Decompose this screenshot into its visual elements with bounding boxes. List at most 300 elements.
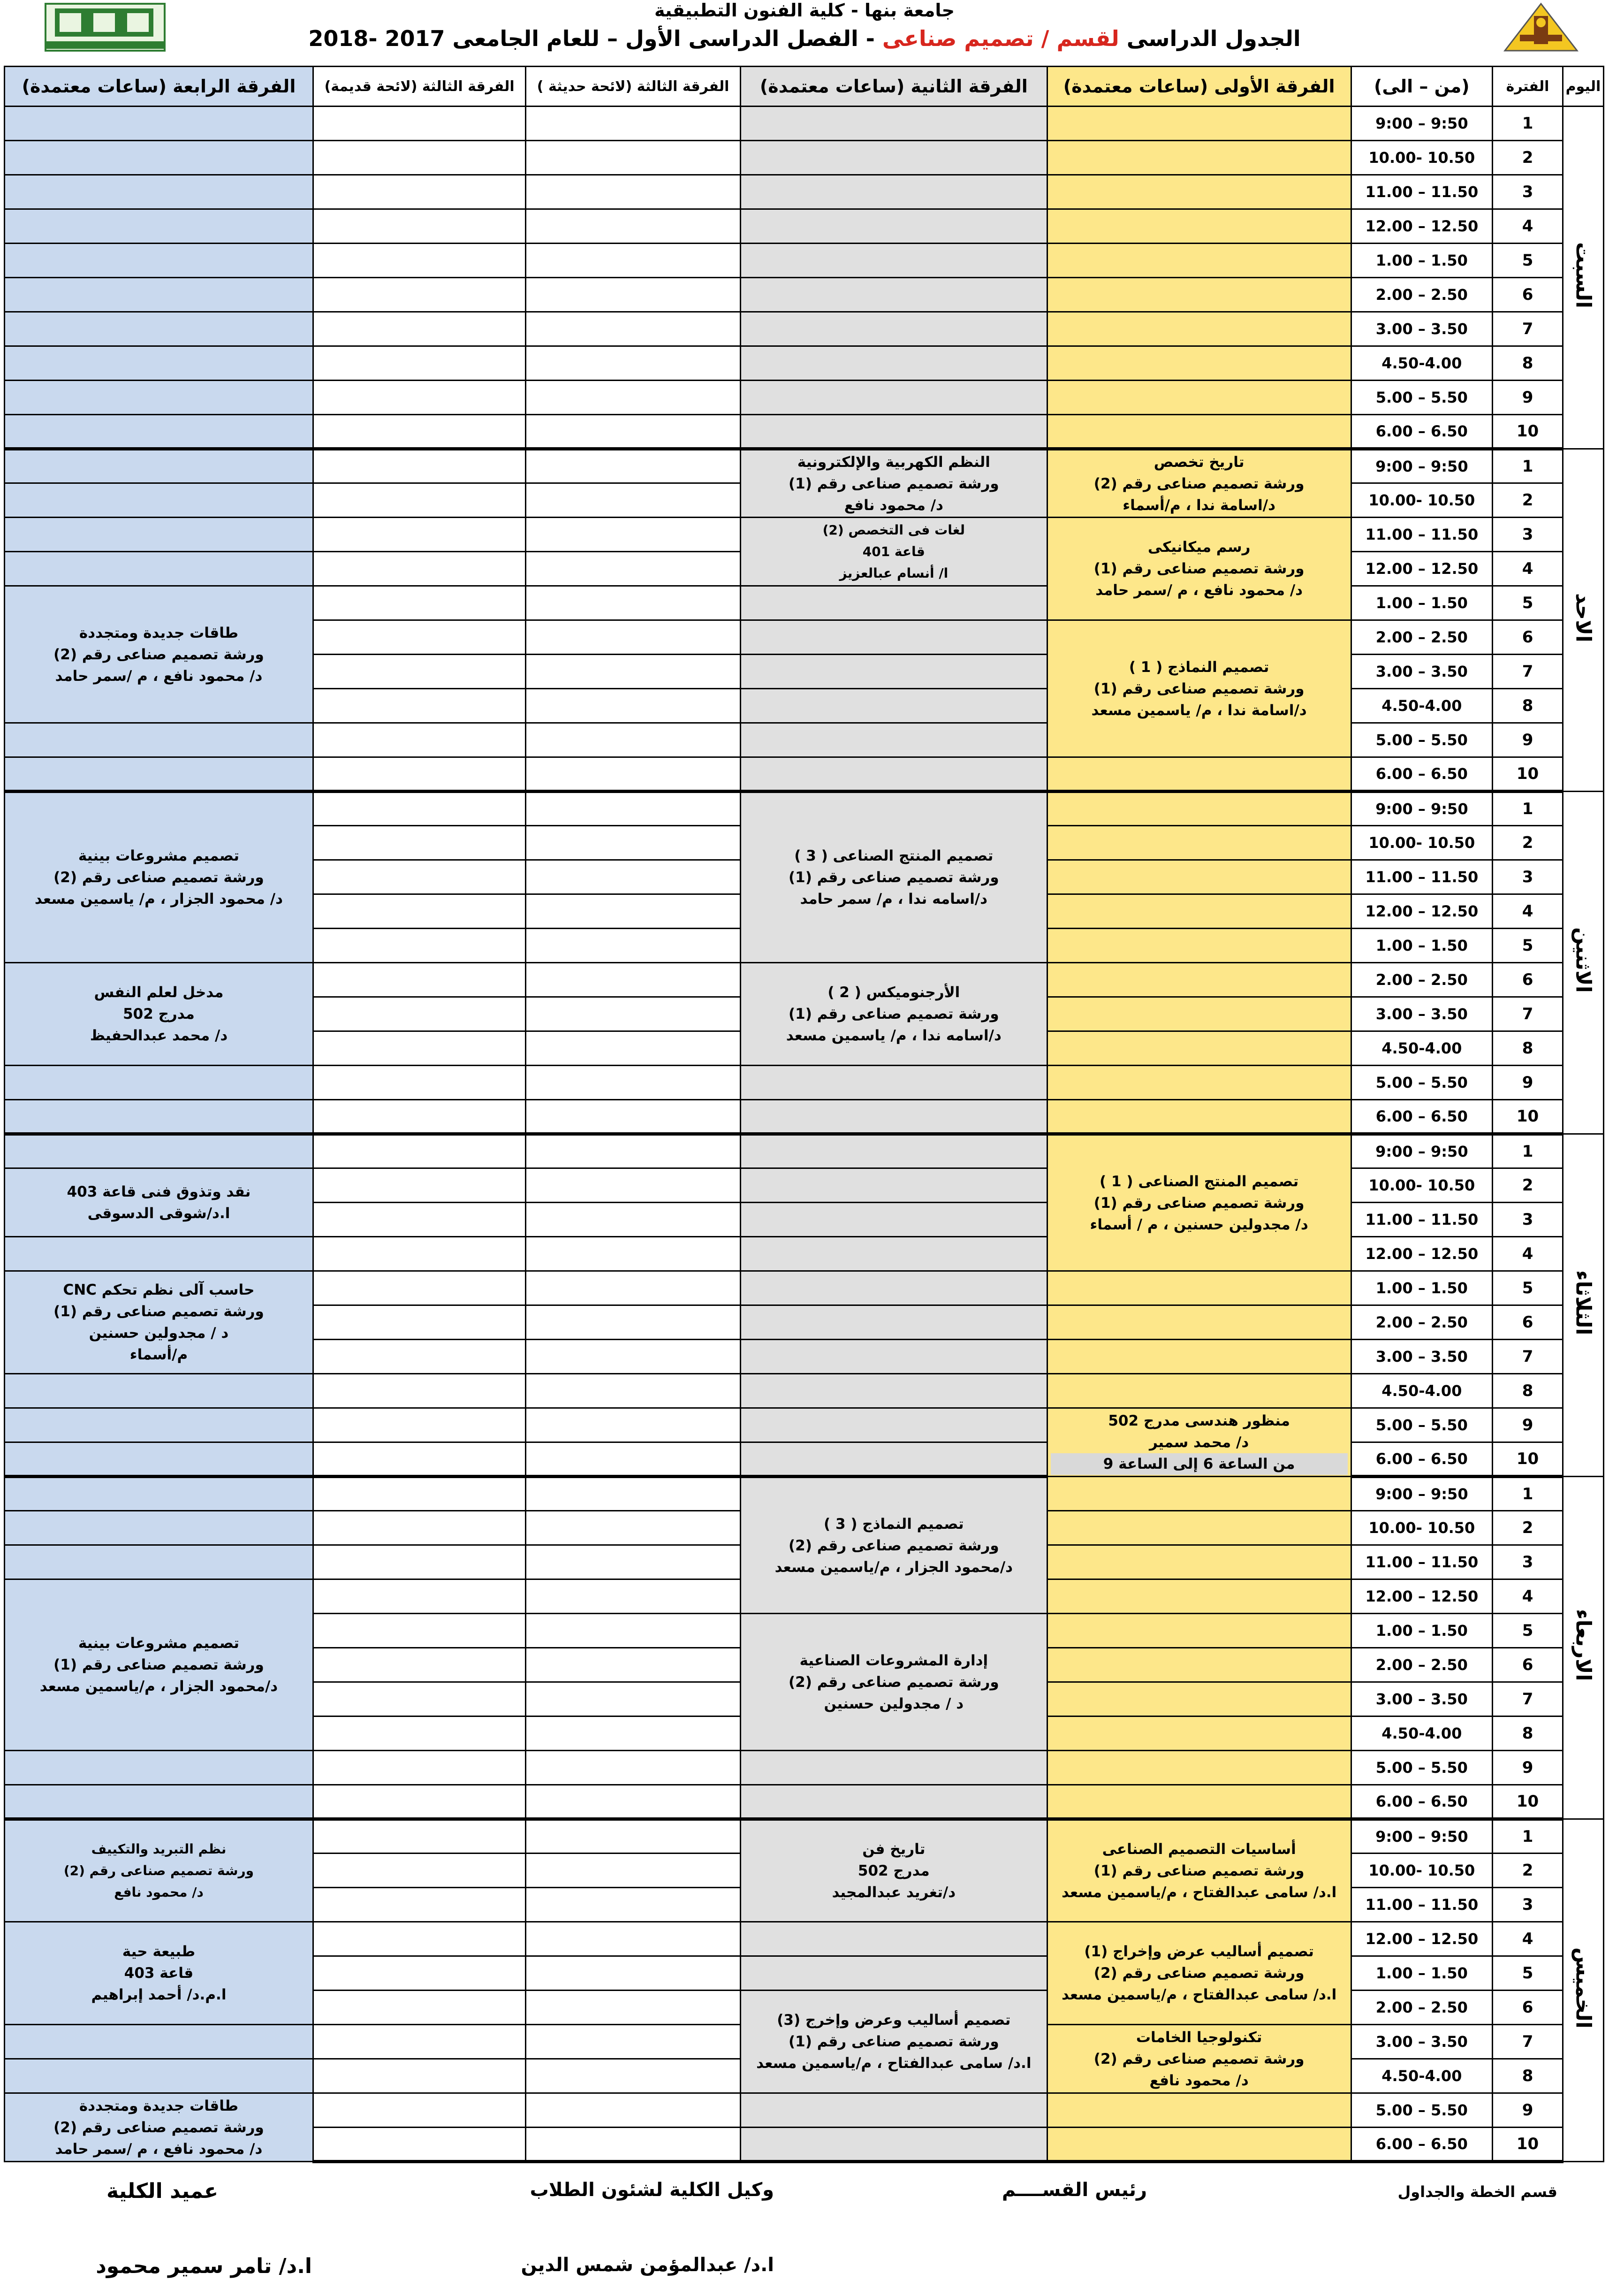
empty-slot <box>526 1888 741 1922</box>
empty-slot <box>740 586 1047 620</box>
empty-slot <box>5 141 313 175</box>
empty-slot <box>313 1922 525 1956</box>
empty-slot <box>313 1716 525 1751</box>
period-cell: 3 <box>1493 1203 1563 1237</box>
empty-slot <box>526 278 741 312</box>
period-cell: 5 <box>1493 586 1563 620</box>
empty-slot <box>1047 1614 1351 1648</box>
empty-slot <box>740 1408 1047 1442</box>
course-line: ا.م.د/ أحمد إبراهيم <box>91 1986 227 2003</box>
time-cell: 5.50 – 5.00 <box>1351 2093 1493 2128</box>
table-row <box>5 1066 1604 1100</box>
course-cell <box>740 1614 1047 1751</box>
empty-slot <box>313 1134 525 1168</box>
empty-slot <box>1047 1716 1351 1751</box>
empty-slot <box>313 1648 525 1682</box>
header-row <box>5 67 1604 107</box>
empty-slot <box>740 1100 1047 1134</box>
page-header <box>0 0 1609 63</box>
table-row <box>5 1237 1604 1271</box>
empty-slot <box>5 381 313 415</box>
course-line: د / مجدولين حسنين <box>824 1695 964 1712</box>
period-cell: 10 <box>1493 757 1563 792</box>
empty-slot <box>526 1203 741 1237</box>
empty-slot <box>526 894 741 929</box>
empty-slot <box>526 1648 741 1682</box>
empty-slot <box>740 415 1047 449</box>
table-row <box>5 1819 1604 1854</box>
day-cell <box>1563 1477 1603 1819</box>
table-row <box>5 1271 1604 1305</box>
table-row <box>5 1785 1604 1819</box>
empty-slot <box>526 1442 741 1477</box>
day-name: السبت <box>1571 242 1595 308</box>
empty-slot <box>526 792 741 826</box>
period-cell: 9 <box>1493 1066 1563 1100</box>
time-cell: 4.50-4.00 <box>1351 1031 1493 1066</box>
empty-slot <box>313 1956 525 1991</box>
period-cell: 7 <box>1493 2025 1563 2059</box>
time-cell: 3.50 – 3.00 <box>1351 312 1493 346</box>
time-cell: 5.50 – 5.00 <box>1351 1751 1493 1785</box>
time-cell: 2.50 – 2.00 <box>1351 278 1493 312</box>
course-cell <box>740 792 1047 963</box>
empty-slot <box>740 312 1047 346</box>
empty-slot <box>526 1100 741 1134</box>
empty-slot <box>526 1579 741 1614</box>
course-cell <box>1047 2025 1351 2093</box>
course-line: ورشة تصميم صناعى رقم (1) <box>788 869 999 886</box>
empty-slot <box>313 792 525 826</box>
empty-slot <box>526 1511 741 1545</box>
day-cell <box>1563 107 1603 449</box>
table-row <box>5 1408 1604 1442</box>
day-cell <box>1563 449 1603 792</box>
empty-slot <box>526 689 741 723</box>
empty-slot <box>1047 1511 1351 1545</box>
time-cell: 1.50 – 1.00 <box>1351 1956 1493 1991</box>
time-cell: 3.50 – 3.00 <box>1351 1340 1493 1374</box>
course-line: د/ محمد سمير <box>1149 1434 1249 1451</box>
signatures-footer <box>0 2173 1609 2296</box>
course-cell <box>740 1477 1047 1614</box>
course-cell <box>5 792 313 963</box>
period-cell: 3 <box>1493 860 1563 894</box>
period-cell: 1 <box>1493 1134 1563 1168</box>
time-cell: 11.50 – 11.00 <box>1351 1203 1493 1237</box>
table-row <box>5 757 1604 792</box>
period-cell: 1 <box>1493 1819 1563 1854</box>
empty-slot <box>5 312 313 346</box>
empty-slot <box>740 141 1047 175</box>
empty-slot <box>740 757 1047 792</box>
empty-slot <box>313 1888 525 1922</box>
empty-slot <box>313 449 525 483</box>
course-line: ورشة تصميم صناعى رقم (1) <box>788 475 999 492</box>
empty-slot <box>313 1271 525 1305</box>
table-row <box>5 1374 1604 1408</box>
period-cell: 10 <box>1493 1442 1563 1477</box>
empty-slot <box>526 518 741 552</box>
empty-slot <box>5 723 313 757</box>
empty-slot <box>313 929 525 963</box>
table-row <box>5 723 1604 757</box>
empty-slot <box>313 1100 525 1134</box>
empty-slot <box>5 1751 313 1785</box>
empty-slot <box>313 483 525 518</box>
time-cell: 5.50 – 5.00 <box>1351 1066 1493 1100</box>
empty-slot <box>313 1374 525 1408</box>
time-cell: 9:50 – 9:00 <box>1351 1134 1493 1168</box>
course-line: ورشة تصميم صناعى رقم (1) <box>788 1006 999 1022</box>
course-line: مدرج 502 <box>858 1862 930 1879</box>
period-cell: 5 <box>1493 1614 1563 1648</box>
table-row <box>5 346 1604 381</box>
university-title: جامعة بنها - كلية الفنون التطبيقية <box>654 0 955 21</box>
empty-slot <box>313 1545 525 1579</box>
course-cell <box>1047 518 1351 620</box>
empty-slot <box>1047 1785 1351 1819</box>
period-cell: 9 <box>1493 2093 1563 2128</box>
period-cell: 7 <box>1493 1682 1563 1716</box>
period-cell: 5 <box>1493 1271 1563 1305</box>
time-cell: 5.50 – 5.00 <box>1351 1408 1493 1442</box>
plan-dept-label: قسم الخطة والجداول <box>1397 2183 1557 2201</box>
schedule-title: الجدول الدراسى لقسم / تصميم صناعى - الفصل الدراسى الأول – للعام الجامعى 2017 -2018 <box>308 26 1301 51</box>
course-line: د/اسامة ندا ، م/ ياسمين مسعد <box>1091 702 1307 719</box>
empty-slot <box>1047 2128 1351 2162</box>
empty-slot <box>313 997 525 1031</box>
empty-slot <box>526 1716 741 1751</box>
col-period: الفترة <box>1493 67 1563 107</box>
course-line: تصميم المنتج الصناعى ( 1 ) <box>1100 1173 1299 1190</box>
period-cell: 8 <box>1493 1374 1563 1408</box>
course-cell <box>5 1579 313 1751</box>
period-cell: 3 <box>1493 1888 1563 1922</box>
empty-slot <box>740 1956 1047 1991</box>
time-cell: 12.50 – 12.00 <box>1351 894 1493 929</box>
time-cell: 4.50-4.00 <box>1351 689 1493 723</box>
course-cell <box>740 449 1047 518</box>
course-line: ورشة تصميم صناعى رقم (1) <box>1093 1862 1305 1879</box>
empty-slot <box>1047 1648 1351 1682</box>
period-cell: 8 <box>1493 689 1563 723</box>
course-cell <box>740 1991 1047 2093</box>
empty-slot <box>740 209 1047 244</box>
empty-slot <box>1047 1340 1351 1374</box>
course-line: ورشة تصميم صناعى رقم (2) <box>1093 1965 1305 1982</box>
table-row <box>5 1134 1604 1168</box>
period-cell: 4 <box>1493 894 1563 929</box>
empty-slot <box>5 1374 313 1408</box>
time-cell: 2.50 – 2.00 <box>1351 963 1493 997</box>
course-cell <box>5 1271 313 1374</box>
empty-slot <box>313 278 525 312</box>
dean-label: عميد الكلية <box>106 2179 218 2203</box>
empty-slot <box>313 2025 525 2059</box>
empty-slot <box>313 1031 525 1066</box>
empty-slot <box>740 1237 1047 1271</box>
course-line: تصميم المنتج الصناعى ( 3 ) <box>794 847 994 864</box>
course-line: تصميم أساليب وعرض وإخرج (3) <box>777 2012 1011 2029</box>
empty-slot <box>313 1579 525 1614</box>
course-line: تاريخ تخصص <box>1154 453 1245 471</box>
time-cell: 5.50 – 5.00 <box>1351 723 1493 757</box>
empty-slot <box>5 1408 313 1442</box>
course-line: ورشة تصميم صناعى رقم (1) <box>1093 560 1305 577</box>
time-cell: 2.50 – 2.00 <box>1351 1991 1493 2025</box>
period-cell: 4 <box>1493 209 1563 244</box>
empty-slot <box>526 175 741 209</box>
day-cell <box>1563 1819 1603 2162</box>
dept-head-label: رئيس القســــم <box>1002 2179 1147 2201</box>
course-line: ا.د/ سامى عبدالفتاح ، م/ياسمين مسعد <box>756 2055 1032 2072</box>
empty-slot <box>526 1545 741 1579</box>
empty-slot <box>740 1442 1047 1477</box>
empty-slot <box>526 141 741 175</box>
empty-slot <box>5 415 313 449</box>
course-line: د/ محمود نافع <box>844 496 943 514</box>
course-line: د / مجدولين حسنين <box>89 1325 229 1342</box>
empty-slot <box>5 1785 313 1819</box>
empty-slot <box>1047 792 1351 826</box>
empty-slot <box>313 1991 525 2025</box>
table-row <box>5 1442 1604 1477</box>
empty-slot <box>313 894 525 929</box>
empty-slot <box>740 381 1047 415</box>
empty-slot <box>5 483 313 518</box>
col-year2: الفرقة الثانية (ساعات معتمدة) <box>740 67 1047 107</box>
empty-slot <box>526 1134 741 1168</box>
time-cell: 11.50 – 11.00 <box>1351 1888 1493 1922</box>
time-cell: 9:50 – 9:00 <box>1351 107 1493 141</box>
course-line: لغات فى التخصص (2) <box>822 522 965 538</box>
empty-slot <box>740 278 1047 312</box>
empty-slot <box>526 244 741 278</box>
empty-slot <box>526 449 741 483</box>
empty-slot <box>740 1168 1047 1203</box>
dean-name: ا.د/ تامر سمير محمود <box>96 2254 312 2278</box>
time-cell: 4.50-4.00 <box>1351 346 1493 381</box>
time-cell: 6.50 – 6.00 <box>1351 415 1493 449</box>
table-row <box>5 381 1604 415</box>
period-cell: 9 <box>1493 1408 1563 1442</box>
time-cell: 11.50 – 11.00 <box>1351 175 1493 209</box>
period-cell: 7 <box>1493 312 1563 346</box>
course-line: طاقات جديدة ومتجددة <box>79 2097 239 2114</box>
empty-slot <box>313 757 525 792</box>
course-line: مدرج 502 <box>123 1006 195 1022</box>
empty-slot <box>1047 929 1351 963</box>
course-line: د/اسامه ندا ، م/ سمر حامد <box>800 891 988 908</box>
day-name: الاربعاء <box>1571 1609 1595 1681</box>
time-cell: 12.50 – 12.00 <box>1351 1922 1493 1956</box>
col-year3-new: الفرقة الثالثة (لائحة حديثة ) <box>526 67 741 107</box>
course-line: ورشة تصميم صناعى رقم (2) <box>788 1537 999 1554</box>
course-line: ورشة تصميم صناعى رقم (2) <box>53 869 264 886</box>
course-line: ورشة تصميم صناعى رقم (1) <box>1093 1194 1305 1212</box>
empty-slot <box>1047 175 1351 209</box>
period-cell: 6 <box>1493 963 1563 997</box>
empty-slot <box>740 2093 1047 2128</box>
empty-slot <box>526 1374 741 1408</box>
empty-slot <box>313 1066 525 1100</box>
course-line: إدارة المشروعات الصناعية <box>799 1652 988 1669</box>
empty-slot <box>526 586 741 620</box>
time-cell: 3.50 – 3.00 <box>1351 997 1493 1031</box>
course-line: د/ محمود نافع ، م /سمر حامد <box>1095 582 1303 599</box>
day-cell <box>1563 1134 1603 1477</box>
empty-slot <box>526 723 741 757</box>
time-cell: 10.50 -10.00 <box>1351 826 1493 860</box>
period-cell: 4 <box>1493 1237 1563 1271</box>
empty-slot <box>526 2128 741 2162</box>
course-line: من الساعة 6 إلى الساعة 9 <box>1051 1453 1348 1475</box>
empty-slot <box>313 2059 525 2093</box>
empty-slot <box>313 1305 525 1340</box>
empty-slot <box>313 346 525 381</box>
day-name: الاحد <box>1571 593 1595 642</box>
table-row <box>5 415 1604 449</box>
course-line: د/ محمود نافع <box>114 1884 204 1900</box>
course-line: أساسيات التصميم الصناعى <box>1102 1841 1296 1858</box>
empty-slot <box>526 1066 741 1100</box>
empty-slot <box>313 1442 525 1477</box>
col-year3-old: الفرقة الثالثة (لائحة قديمة) <box>313 67 525 107</box>
course-line: تاريخ فن <box>862 1841 926 1858</box>
course-line: الأرجنوميكس ( 2 ) <box>827 984 960 1001</box>
time-cell: 10.50 -10.00 <box>1351 141 1493 175</box>
period-cell: 6 <box>1493 1991 1563 2025</box>
course-line: م/أسماء <box>129 1346 188 1363</box>
time-cell: 5.50 – 5.00 <box>1351 381 1493 415</box>
course-line: رسم ميكانيكى <box>1147 539 1251 556</box>
course-line: ورشة تصميم صناعى رقم (2) <box>1093 2050 1305 2067</box>
empty-slot <box>313 209 525 244</box>
time-cell: 3.50 – 3.00 <box>1351 2025 1493 2059</box>
empty-slot <box>740 2128 1047 2162</box>
course-cell <box>1047 1408 1351 1477</box>
time-cell: 11.50 – 11.00 <box>1351 860 1493 894</box>
course-line: ورشة تصميم صناعى رقم (2) <box>788 1673 999 1691</box>
time-cell: 3.50 – 3.00 <box>1351 655 1493 689</box>
col-time: (من – الى) <box>1351 67 1493 107</box>
table-row <box>5 963 1604 997</box>
course-line: ورشة تصميم صناعى رقم (2) <box>1093 475 1305 492</box>
course-line: د/ محمود نافع <box>1149 2072 1249 2089</box>
course-line: نظم التبريد والتكييف <box>91 1841 227 1857</box>
empty-slot <box>313 1408 525 1442</box>
schedule-table <box>4 66 1604 2163</box>
course-cell <box>5 1168 313 1237</box>
course-line: طاقات جديدة ومتجددة <box>79 624 239 641</box>
empty-slot <box>1047 1374 1351 1408</box>
period-cell: 2 <box>1493 826 1563 860</box>
period-cell: 10 <box>1493 1785 1563 1819</box>
period-cell: 8 <box>1493 346 1563 381</box>
course-line: قاعة 403 <box>124 1965 194 1982</box>
course-line: تصميم النماذج ( 3 ) <box>824 1515 964 1533</box>
table-row <box>5 244 1604 278</box>
course-line: د/اسامه ندا ، م/ ياسمين مسعد <box>786 1027 1002 1044</box>
table-row <box>5 586 1604 620</box>
day-cell <box>1563 792 1603 1134</box>
empty-slot <box>5 209 313 244</box>
empty-slot <box>313 107 525 141</box>
course-line: نقد وتذوق فنى قاعة 403 <box>67 1183 251 1200</box>
empty-slot <box>526 963 741 997</box>
course-line: تصميم مشروعات بينية <box>78 847 240 864</box>
time-cell: 11.50 – 11.00 <box>1351 1545 1493 1579</box>
empty-slot <box>5 1511 313 1545</box>
course-line: تصميم النماذج ( 1 ) <box>1129 658 1269 676</box>
table-row <box>5 1922 1604 1956</box>
course-line: تكنولوجيا الخامات <box>1136 2029 1262 2046</box>
empty-slot <box>526 1785 741 1819</box>
time-cell: 9:50 – 9:00 <box>1351 1477 1493 1511</box>
empty-slot <box>1047 1031 1351 1066</box>
empty-slot <box>1047 209 1351 244</box>
table-row <box>5 1477 1604 1511</box>
time-cell: 6.50 – 6.00 <box>1351 1100 1493 1134</box>
table-row <box>5 449 1604 483</box>
table-row <box>5 312 1604 346</box>
empty-slot <box>740 1922 1047 1956</box>
time-cell: 1.50 – 1.00 <box>1351 1271 1493 1305</box>
course-cell <box>5 1819 313 1922</box>
empty-slot <box>5 278 313 312</box>
empty-slot <box>1047 1682 1351 1716</box>
period-cell: 7 <box>1493 997 1563 1031</box>
col-day: اليوم <box>1563 67 1603 107</box>
course-cell <box>5 1922 313 2025</box>
empty-slot <box>1047 894 1351 929</box>
empty-slot <box>313 1819 525 1854</box>
table-row <box>5 1751 1604 1785</box>
empty-slot <box>313 1682 525 1716</box>
empty-slot <box>1047 826 1351 860</box>
empty-slot <box>526 1237 741 1271</box>
period-cell: 2 <box>1493 1511 1563 1545</box>
empty-slot <box>1047 312 1351 346</box>
col-year1: الفرقة الأولى (ساعات معتمدة) <box>1047 67 1351 107</box>
empty-slot <box>313 826 525 860</box>
day-name: الثلاثاء <box>1571 1270 1595 1335</box>
empty-slot <box>313 655 525 689</box>
course-line: ورشة تصميم صناعى رقم (2) <box>53 2119 264 2136</box>
course-line: ورشة تصميم صناعى رقم (1) <box>788 2033 999 2050</box>
course-line: تصميم أساليب عرض وإخراج (1) <box>1084 1943 1314 1960</box>
table-row <box>5 107 1604 141</box>
empty-slot <box>1047 1066 1351 1100</box>
empty-slot <box>526 997 741 1031</box>
period-cell: 7 <box>1493 655 1563 689</box>
empty-slot <box>526 620 741 655</box>
course-line: د/ محمد عبدالحفيظ <box>90 1027 228 1044</box>
course-line: ا.د/ سامى عبدالفتاح ، م/ياسمين مسعد <box>1061 1986 1337 2003</box>
period-cell: 2 <box>1493 1854 1563 1888</box>
empty-slot <box>526 860 741 894</box>
empty-slot <box>1047 107 1351 141</box>
empty-slot <box>526 2093 741 2128</box>
period-cell: 9 <box>1493 1751 1563 1785</box>
empty-slot <box>1047 1477 1351 1511</box>
course-cell <box>740 518 1047 586</box>
day-name: الخميس <box>1571 1947 1595 2029</box>
empty-slot <box>740 1340 1047 1374</box>
period-cell: 3 <box>1493 1545 1563 1579</box>
empty-slot <box>1047 278 1351 312</box>
